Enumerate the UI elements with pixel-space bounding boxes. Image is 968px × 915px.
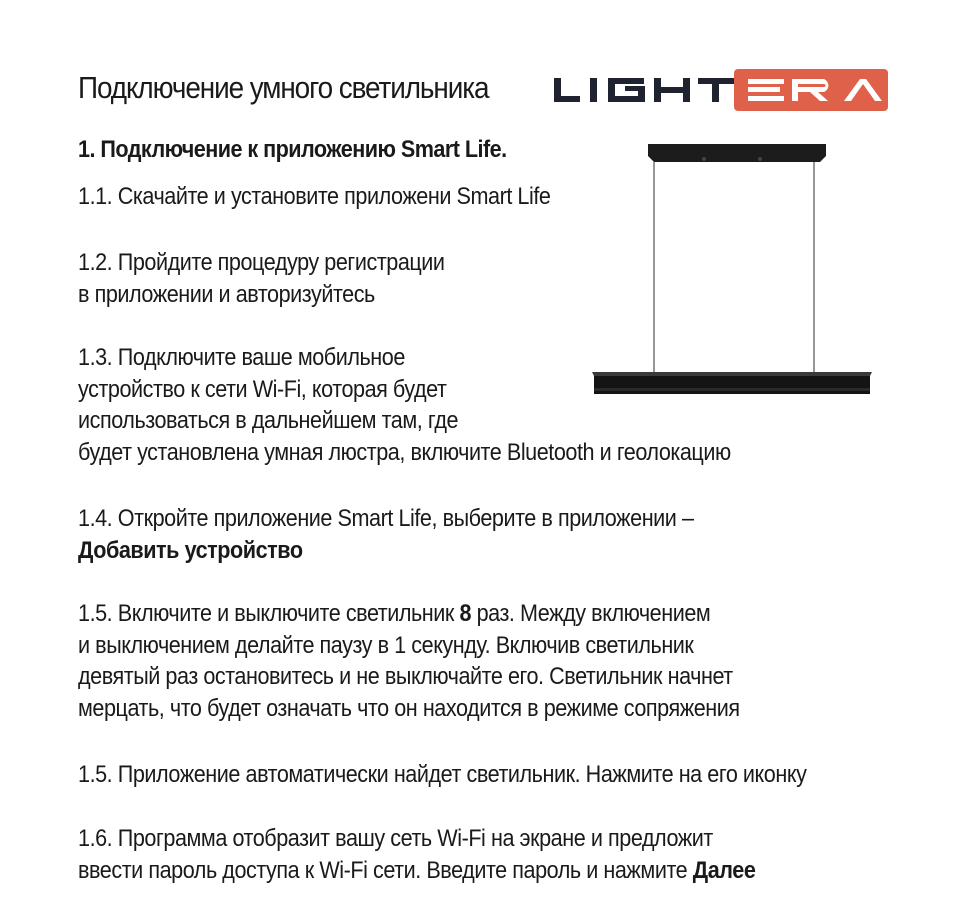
step-1-5b: 1.5. Приложение автоматически найдет светильник. Нажмите на его иконку <box>78 761 807 788</box>
step-1-4-bold: Добавить устройство <box>78 536 303 564</box>
step-1-2 <box>78 247 445 310</box>
step-1-5-line1 <box>78 598 740 630</box>
lamp-bar <box>594 376 870 394</box>
step-1-5-count: 8 <box>459 600 472 627</box>
logo-light-letters <box>554 78 734 102</box>
step-1-3-line2: устройство к сети Wi-Fi, которая будет <box>78 375 447 403</box>
lamp-canopy <box>648 144 826 162</box>
step-1-4-line1: 1.4. Откройте приложение Smart Life, выберите в приложении – <box>78 505 694 532</box>
step-1-5-line1-b: раз. Между включением <box>471 600 711 627</box>
section-heading: 1. Подключение к приложению Smart Life. <box>78 136 507 163</box>
lightera-logo <box>552 69 888 111</box>
step-1-6-line1: 1.6. Программа отобразит вашу сеть Wi-Fi на экране и предложит <box>78 825 713 852</box>
step-1-2-line1: 1.2. Пройдите процедуру регистрации <box>78 249 445 276</box>
step-1-4 <box>78 503 694 566</box>
step-1-5-line3: девятый раз остановитесь и не выключайте его. Светильник начнет <box>78 663 733 690</box>
step-1-2-line2: в приложении и авторизуйтесь <box>78 280 375 308</box>
logo-graphic <box>552 69 888 111</box>
step-1-5-line2: и выключением делайте паузу в 1 секунду. Включив светильник <box>78 631 694 659</box>
pendant-lamp-image <box>586 138 886 408</box>
step-1-6-line2-a: ввести пароль доступа к Wi-Fi сети. Введите пароль и нажмите <box>78 856 693 884</box>
step-1-6-line2 <box>78 855 755 887</box>
step-1-5 <box>78 598 740 724</box>
step-1-3-line1: 1.3. Подключите ваше мобильное <box>78 344 405 371</box>
step-1-5-line4: мерцать, что будет означать что он находится в режиме сопряжения <box>78 694 740 722</box>
step-1-3-line3: использоваться в дальнейшем там, где <box>78 407 459 434</box>
step-1-1: 1.1. Скачайте и установите приложени Smart Life <box>78 183 551 210</box>
step-1-5-line1-a: 1.5. Включите и выключите светильник <box>78 600 460 627</box>
page-title: Подключение умного светильника <box>78 70 489 105</box>
step-1-3-line4: будет установлена умная люстра, включите Bluetooth и геолокацию <box>78 438 731 466</box>
step-1-6-next: Далее <box>692 856 756 884</box>
step-1-6 <box>78 823 755 886</box>
